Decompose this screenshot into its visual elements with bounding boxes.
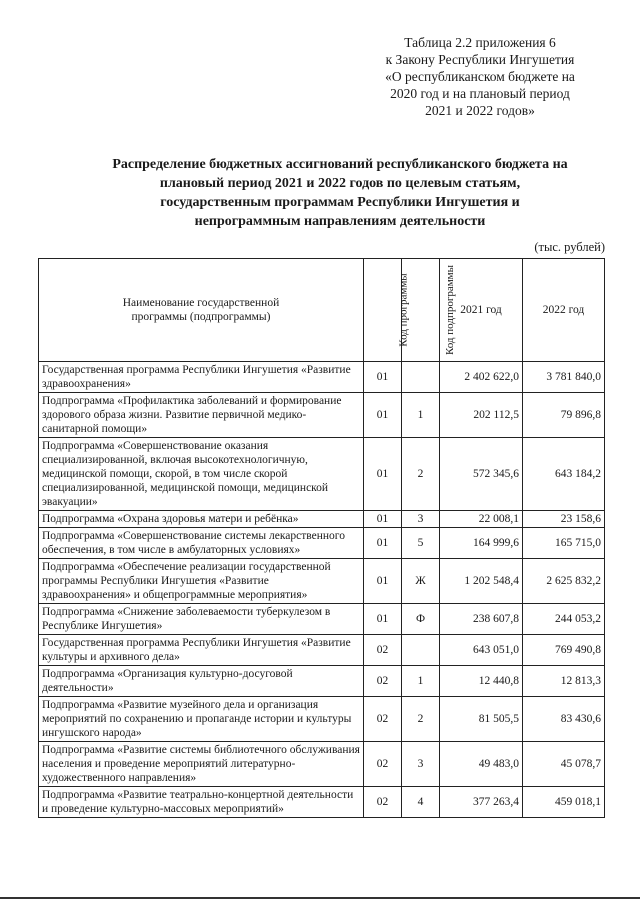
appendix-note-line: 2021 и 2022 годов»	[425, 103, 535, 118]
row-program-code: 01	[364, 438, 402, 511]
column-header-name	[39, 259, 364, 362]
appendix-note-line: «О республиканском бюджете на	[385, 69, 575, 84]
units-label: (тыс. рублей)	[534, 240, 605, 254]
table-header-row	[39, 259, 605, 362]
row-subprogram-code: Ж	[402, 559, 440, 604]
table-row	[39, 635, 605, 666]
table-row	[39, 666, 605, 697]
column-header-program-code-text: Код программы	[397, 273, 410, 347]
title-line: государственным программам Республики Ингушетия и	[160, 195, 520, 210]
row-subprogram-code: 3	[402, 742, 440, 787]
column-header-2022: 2022 год	[523, 259, 605, 362]
row-amount-2021: 572 345,6	[440, 438, 523, 511]
row-subprogram-code: 1	[402, 666, 440, 697]
row-amount-2021: 2 402 622,0	[440, 362, 523, 393]
column-header-2021: 2021 год	[440, 259, 523, 362]
row-name: Подпрограмма «Развитие театрально-концертной деятельности и проведение культурно-массовых мероприятий»	[39, 787, 364, 818]
row-program-code: 01	[364, 604, 402, 635]
row-program-code: 01	[364, 362, 402, 393]
table-row	[39, 511, 605, 528]
row-amount-2022: 769 490,8	[523, 635, 605, 666]
row-amount-2021: 643 051,0	[440, 635, 523, 666]
row-name: Государственная программа Республики Ингушетия «Развитие культуры и архивного дела»	[39, 635, 364, 666]
table-row	[39, 559, 605, 604]
row-subprogram-code	[402, 635, 440, 666]
title-line: Распределение бюджетных ассигнований республиканского бюджета на	[112, 157, 568, 172]
row-amount-2022: 45 078,7	[523, 742, 605, 787]
table-row	[39, 697, 605, 742]
table-row	[39, 362, 605, 393]
title-line: плановый период 2021 и 2022 годов по целевым статьям,	[159, 176, 521, 191]
column-header-program-code	[364, 259, 410, 362]
row-name: Подпрограмма «Развитие музейного дела и организация мероприятий по сохранению и пропаганде истории и культуры ингушского народа»	[39, 697, 364, 742]
row-amount-2022: 165 715,0	[523, 528, 605, 559]
row-amount-2021: 22 008,1	[440, 511, 523, 528]
row-subprogram-code: 4	[402, 787, 440, 818]
row-amount-2022: 3 781 840,0	[523, 362, 605, 393]
column-header-name-text: Наименование государственной программы (подпрограммы)	[122, 297, 280, 323]
row-amount-2021: 12 440,8	[440, 666, 523, 697]
row-subprogram-code: Ф	[402, 604, 440, 635]
row-subprogram-code: 1	[402, 393, 440, 438]
row-subprogram-code: 2	[402, 438, 440, 511]
row-amount-2021: 164 999,6	[440, 528, 523, 559]
row-amount-2021: 49 483,0	[440, 742, 523, 787]
row-amount-2021: 377 263,4	[440, 787, 523, 818]
title-line: непрограммным направлениям деятельности	[194, 214, 486, 229]
row-name: Подпрограмма «Совершенствование системы лекарственного обеспечения, в том числе в амбулаторных условиях»	[39, 528, 364, 559]
appendix-note-line: к Закону Республики Ингушетия	[385, 52, 575, 67]
row-name: Подпрограмма «Снижение заболеваемости туберкулезом в Республике Ингушетия»	[39, 604, 364, 635]
row-name: Подпрограмма «Организация культурно-досуговой деятельности»	[39, 666, 364, 697]
row-amount-2021: 81 505,5	[440, 697, 523, 742]
table-row	[39, 528, 605, 559]
table-row	[39, 742, 605, 787]
row-amount-2022: 2 625 832,2	[523, 559, 605, 604]
row-amount-2021: 202 112,5	[440, 393, 523, 438]
row-amount-2022: 23 158,6	[523, 511, 605, 528]
table-row	[39, 787, 605, 818]
row-program-code: 02	[364, 697, 402, 742]
row-name: Государственная программа Республики Ингушетия «Развитие здравоохранения»	[39, 362, 364, 393]
appendix-note-line: Таблица 2.2 приложения 6	[404, 35, 556, 50]
row-subprogram-code: 5	[402, 528, 440, 559]
appendix-note-line: 2020 год и на плановый период	[390, 86, 570, 101]
page-bottom-divider	[0, 897, 640, 899]
row-program-code: 02	[364, 787, 402, 818]
appendix-note	[365, 34, 595, 119]
row-name: Подпрограмма «Охрана здоровья матери и ребёнка»	[39, 511, 364, 528]
document-title	[80, 155, 600, 231]
row-program-code: 02	[364, 635, 402, 666]
row-amount-2022: 244 053,2	[523, 604, 605, 635]
row-subprogram-code: 2	[402, 697, 440, 742]
row-name: Подпрограмма «Развитие системы библиотечного обслуживания населения и проведение мероприятий литературно-художественного направления»	[39, 742, 364, 787]
table-row	[39, 604, 605, 635]
row-name: Подпрограмма «Профилактика заболеваний и формирование здорового образа жизни. Развитие первичной медико-санитарной помощи»	[39, 393, 364, 438]
row-amount-2022: 83 430,6	[523, 697, 605, 742]
row-program-code: 02	[364, 742, 402, 787]
row-amount-2022: 12 813,3	[523, 666, 605, 697]
row-program-code: 02	[364, 666, 402, 697]
row-name: Подпрограмма «Обеспечение реализации государственной программы Республики Ингушетия «Развитие здравоохранения» и общепрограммные мероприятия»	[39, 559, 364, 604]
row-name: Подпрограмма «Совершенствование оказания специализированной, включая высокотехнологичную, медицинской помощи, скорой, в том числе скорой специализированной, медицинской помощи, медицинской эвакуации»	[39, 438, 364, 511]
row-program-code: 01	[364, 393, 402, 438]
row-program-code: 01	[364, 528, 402, 559]
row-amount-2022: 459 018,1	[523, 787, 605, 818]
row-amount-2021: 238 607,8	[440, 604, 523, 635]
row-amount-2022: 643 184,2	[523, 438, 605, 511]
row-subprogram-code: 3	[402, 511, 440, 528]
row-subprogram-code	[402, 362, 440, 393]
table-row	[39, 438, 605, 511]
row-amount-2022: 79 896,8	[523, 393, 605, 438]
row-program-code: 01	[364, 559, 402, 604]
row-amount-2021: 1 202 548,4	[440, 559, 523, 604]
table-row	[39, 393, 605, 438]
budget-table	[38, 258, 605, 818]
column-header-subprogram-code-text: Код подпрограммы	[444, 264, 457, 356]
row-program-code: 01	[364, 511, 402, 528]
